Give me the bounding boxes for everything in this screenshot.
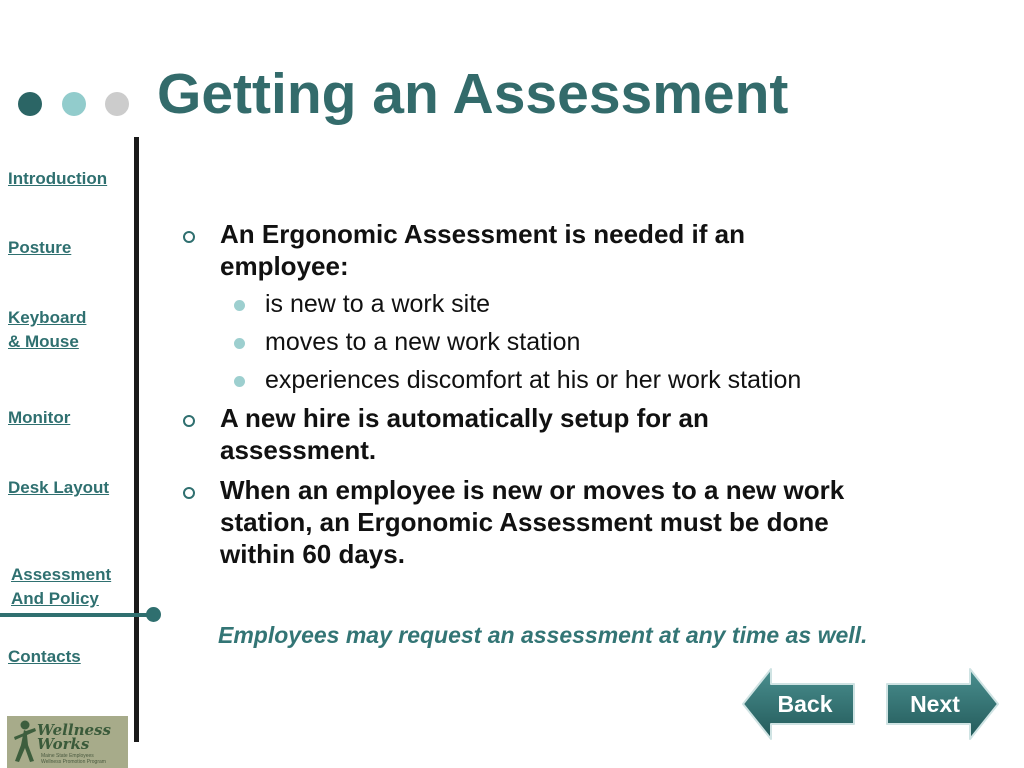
dot-dark xyxy=(18,92,42,116)
bullet-3-line3: within 60 days. xyxy=(220,539,405,569)
nav-link-contacts[interactable]: Contacts xyxy=(8,647,81,666)
sidebar-divider xyxy=(134,137,139,742)
back-button-label: Back xyxy=(777,691,833,717)
logo-subtitle-line1: Maine State Employees xyxy=(41,753,94,759)
bullet-ring-icon xyxy=(183,487,195,499)
bullet-1-line2: employee: xyxy=(220,251,349,281)
sub-bullet-dot-icon xyxy=(234,338,245,349)
next-button[interactable] xyxy=(885,666,1001,742)
current-section-indicator-dot xyxy=(146,607,161,622)
running-figure-icon xyxy=(12,719,38,765)
sub-bullet-dot-icon xyxy=(234,300,245,311)
nav-link-keyboard-mouse-line1: Keyboard xyxy=(8,308,87,327)
bullet-2-line2: assessment. xyxy=(220,435,377,465)
wellness-works-logo xyxy=(7,716,128,768)
logo-subtitle-line2: Wellness Promotion Program xyxy=(41,759,106,765)
nav-link-posture[interactable]: Posture xyxy=(8,238,72,257)
bullet-2-line1: A new hire is automatically setup for an xyxy=(220,403,709,433)
current-section-indicator-line xyxy=(0,613,154,617)
sub-item-3: experiences discomfort at his or her work station xyxy=(265,366,802,394)
title-dots xyxy=(18,92,138,122)
logo-word-wellness: Wellness xyxy=(37,721,111,739)
sub-bullet-dot-icon xyxy=(234,376,245,387)
nav-link-assessment-policy[interactable] xyxy=(11,563,111,611)
nav-link-introduction[interactable]: Introduction xyxy=(8,169,108,188)
bullet-1-text xyxy=(220,218,745,282)
sub-item-1: is new to a work site xyxy=(265,290,491,318)
next-button-label: Next xyxy=(910,691,960,717)
bullet-ring-icon xyxy=(183,231,195,243)
bullet-3-text xyxy=(220,474,844,570)
bullet-3-line1: When an employee is new or moves to a new work xyxy=(220,475,845,505)
sub-item-2: moves to a new work station xyxy=(265,328,581,356)
assessment-note: Employees may request an assessment at any time as well. xyxy=(218,622,868,648)
nav-link-desk-layout[interactable]: Desk Layout xyxy=(8,478,110,497)
bullet-2-text xyxy=(220,402,709,466)
dot-light xyxy=(105,92,129,116)
nav-link-monitor[interactable]: Monitor xyxy=(8,408,71,427)
nav-link-keyboard-mouse-line2: & Mouse xyxy=(8,332,79,351)
bullet-ring-icon xyxy=(183,415,195,427)
nav-link-assessment-policy-line2: And Policy xyxy=(11,589,99,608)
bullet-1-line1: An Ergonomic Assessment is needed if an xyxy=(220,219,745,249)
bullet-3-line2: station, an Ergonomic Assessment must be done xyxy=(220,507,829,537)
dot-mid xyxy=(62,92,86,116)
back-button[interactable] xyxy=(741,666,857,742)
logo-word-works: Works xyxy=(37,735,90,753)
page-title: Getting an Assessment xyxy=(157,62,789,126)
nav-link-keyboard-mouse[interactable] xyxy=(8,306,86,354)
nav-link-assessment-policy-line1: Assessment xyxy=(11,565,112,584)
